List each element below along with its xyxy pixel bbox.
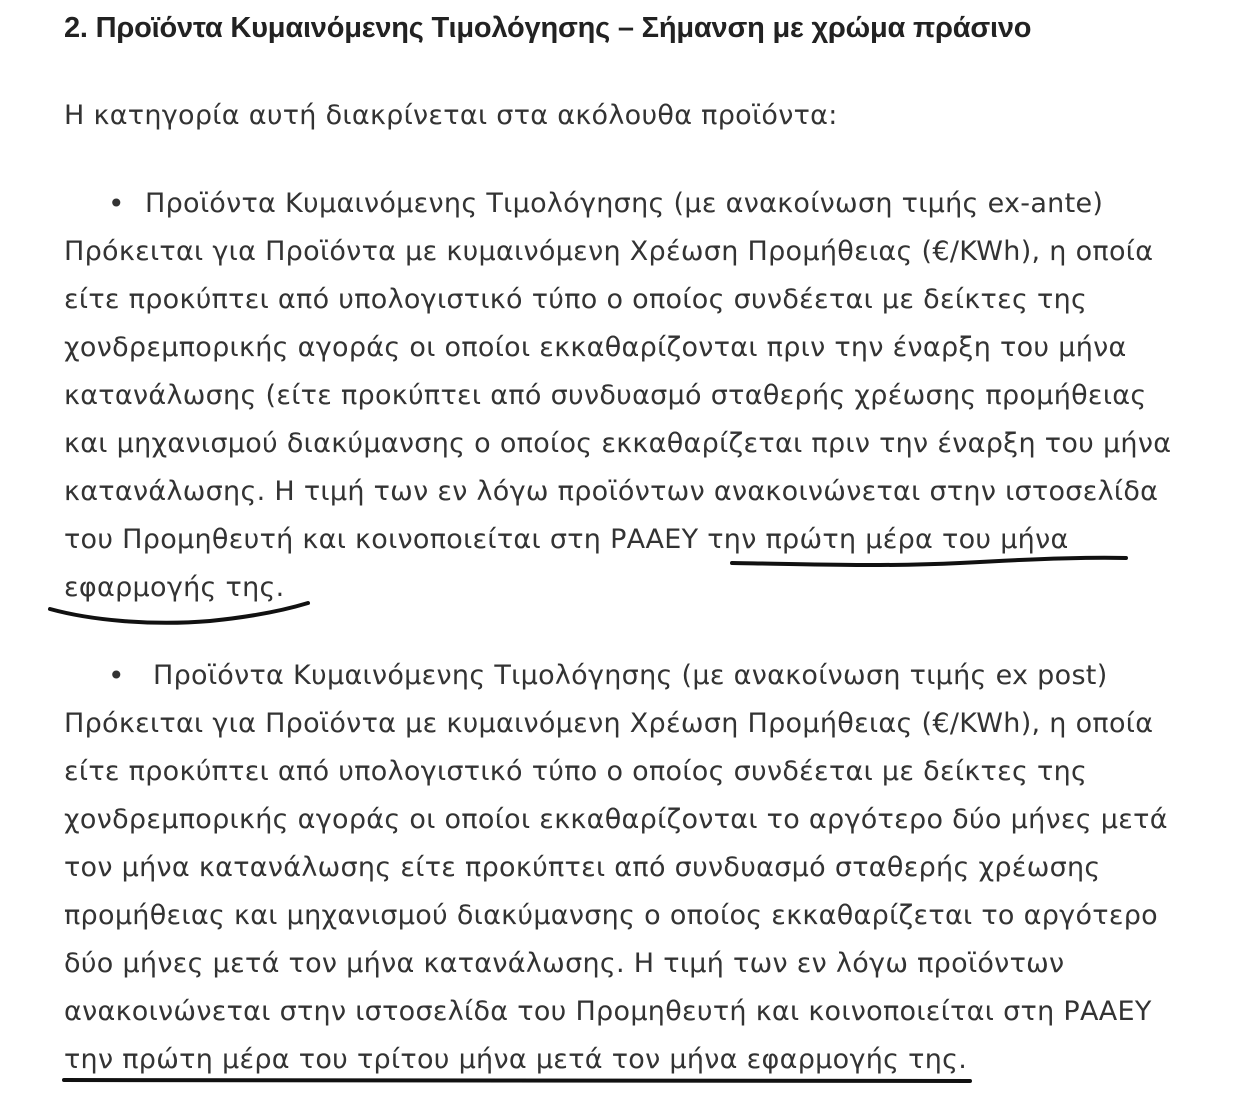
paragraph-line: Πρόκειται για Προϊόντα με κυμαινόμενη Χρέωση Προμήθειας (€/KWh), η οποία xyxy=(64,708,1154,739)
paragraph-line: τον μήνα κατανάλωσης είτε προκύπτει από συνδυασμό σταθερής χρέωσης xyxy=(64,852,1101,883)
bullet-marker: • xyxy=(108,659,125,692)
paragraph-line: την πρώτη μέρα του τρίτου μήνα μετά τον μήνα εφαρμογής της. xyxy=(64,1044,968,1075)
paragraph-line: χονδρεμπορικής αγοράς οι οποίοι εκκαθαρίζονται το αργότερο δύο μήνες μετά xyxy=(64,804,1168,835)
paragraph-line: δύο μήνες μετά τον μήνα κατανάλωσης. Η τιμή των εν λόγω προϊόντων xyxy=(64,948,1065,979)
paragraph-line: προμήθειας και μηχανισμού διακύμανσης ο οποίος εκκαθαρίζεται το αργότερο xyxy=(64,900,1158,931)
paragraph-line: χονδρεμπορικής αγοράς οι οποίοι εκκαθαρίζονται πριν την έναρξη του μήνα xyxy=(64,332,1127,363)
paragraph-line: του Προμηθευτή και κοινοποιείται στη ΡΑΑΕΥ την πρώτη μέρα του μήνα xyxy=(64,524,1069,555)
paragraph-line: είτε προκύπτει από υπολογιστικό τύπο ο οποίος συνδέεται με δείκτες της xyxy=(64,284,1088,315)
paragraph-line: ανακοινώνεται στην ιστοσελίδα του Προμηθευτή και κοινοποιείται στη ΡΑΑΕΥ xyxy=(64,996,1152,1027)
paragraph-line: εφαρμογής της. xyxy=(64,572,285,603)
intro-paragraph: Η κατηγορία αυτή διακρίνεται στα ακόλουθα προϊόντα: xyxy=(64,100,838,131)
bullet-marker: • xyxy=(108,187,125,220)
paragraph-line: είτε προκύπτει από υπολογιστικό τύπο ο οποίος συνδέεται με δείκτες της xyxy=(64,756,1088,787)
paragraph-line: κατανάλωσης. Η τιμή των εν λόγω προϊόντων ανακοινώνεται στην ιστοσελίδα xyxy=(64,476,1159,507)
paragraph-line: Πρόκειται για Προϊόντα με κυμαινόμενη Χρέωση Προμήθειας (€/KWh), η οποία xyxy=(64,236,1154,267)
bullet-title-ex-post: Προϊόντα Κυμαινόμενης Τιμολόγησης (με ανακοίνωση τιμής ex post) xyxy=(153,660,1108,691)
paragraph-line: και μηχανισμού διακύμανσης ο οποίος εκκαθαρίζεται πριν την έναρξη του μήνα xyxy=(64,428,1172,459)
bullet-title-ex-ante: Προϊόντα Κυμαινόμενης Τιμολόγησης (με ανακοίνωση τιμής ex-ante) xyxy=(145,188,1104,219)
paragraph-line: κατανάλωσης (είτε προκύπτει από συνδυασμό σταθερής χρέωσης προμήθειας xyxy=(64,380,1147,411)
section-heading: 2. Προϊόντα Κυμαινόμενης Τιμολόγησης – Σήμανση με χρώμα πράσινο xyxy=(64,12,1032,44)
